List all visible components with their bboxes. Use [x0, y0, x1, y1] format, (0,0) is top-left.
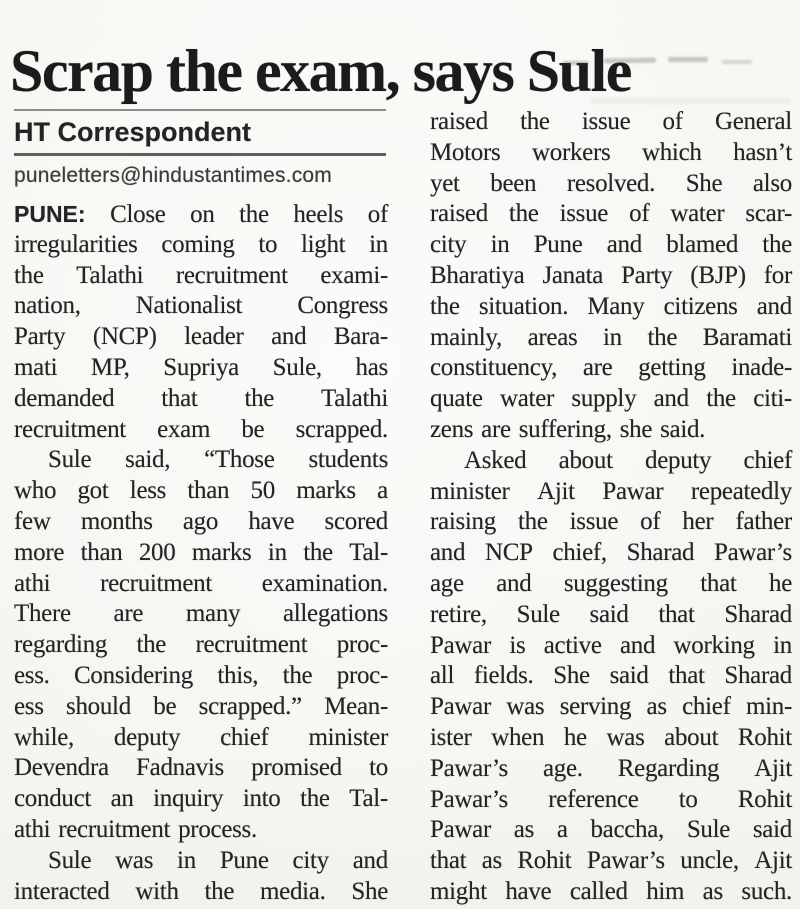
word: quate — [430, 385, 483, 413]
word: of — [640, 508, 661, 536]
word: about — [558, 446, 613, 474]
article-line — [14, 784, 388, 815]
word: than — [80, 538, 123, 566]
article-line — [14, 230, 388, 261]
word: proc- — [336, 631, 388, 659]
word: a — [377, 477, 388, 505]
word: the — [762, 231, 792, 259]
word: Congress — [297, 292, 388, 320]
word: should — [66, 692, 131, 720]
word: Devendra — [14, 754, 109, 782]
word: who — [14, 477, 57, 505]
word: many — [185, 600, 241, 628]
word: said, — [125, 446, 171, 474]
word: She — [553, 662, 590, 690]
word: situation. — [478, 292, 569, 320]
word: recruitment — [195, 631, 308, 659]
word: Ajit — [537, 477, 575, 505]
word: are — [582, 354, 613, 382]
word: Pawar’s — [430, 754, 508, 782]
word: Fadnavis — [136, 754, 224, 782]
word: issue — [569, 508, 619, 536]
article-line — [14, 353, 388, 384]
word: him — [646, 877, 685, 905]
word: months — [80, 507, 153, 535]
word: the — [706, 385, 736, 413]
word: ess. — [14, 661, 50, 689]
headline: Scrap the exam, says Sule — [10, 38, 631, 105]
word: chief — [743, 446, 792, 474]
word: has — [355, 353, 388, 381]
word: Ajit — [754, 847, 792, 875]
word: that — [668, 662, 705, 690]
word: Sharad — [724, 662, 792, 690]
word: repeatedly — [690, 477, 792, 505]
word: scored — [324, 507, 388, 535]
article-line — [14, 723, 388, 754]
word: and — [496, 569, 532, 597]
print-smudge — [604, 58, 656, 64]
article-line — [430, 446, 792, 477]
word: NCP — [484, 539, 533, 567]
word: supply — [571, 385, 637, 413]
word: that — [430, 847, 467, 875]
article-line — [430, 384, 792, 415]
word: interacted — [14, 877, 110, 905]
word: age. — [543, 754, 583, 782]
word: irregularities — [14, 230, 138, 258]
article-line — [430, 815, 792, 846]
word: Nationalist — [135, 292, 243, 320]
word: Regarding — [617, 754, 720, 782]
word: be — [241, 415, 265, 443]
word: heels — [293, 201, 344, 228]
word: issue — [559, 200, 609, 228]
word: might — [430, 877, 487, 905]
word: chief — [682, 693, 731, 721]
word: Motors — [430, 138, 501, 166]
article-line — [14, 753, 388, 784]
word: a — [556, 816, 568, 844]
article-line — [430, 507, 792, 538]
article-line — [430, 261, 792, 292]
word: called — [569, 877, 628, 905]
word: proc- — [336, 661, 388, 689]
article-line — [14, 445, 388, 476]
word: he — [563, 723, 587, 751]
word: Pawar — [430, 816, 491, 844]
word: that — [700, 569, 737, 597]
article-line: zens are suffering, she said. — [430, 415, 706, 443]
word: city — [430, 231, 467, 259]
word: the — [647, 323, 678, 351]
word: Pune — [219, 846, 269, 874]
word: minister — [430, 477, 510, 505]
word: Sule — [516, 600, 560, 628]
word: and — [271, 323, 307, 351]
word: Pawar’s — [713, 539, 792, 567]
word: demanded — [14, 384, 115, 412]
word: scrapped.” — [198, 692, 302, 720]
word: and — [756, 292, 792, 320]
word: was — [506, 693, 545, 721]
word: is — [509, 631, 526, 659]
word: Many — [587, 292, 645, 320]
word: to — [258, 230, 278, 258]
word: Talathi — [321, 384, 388, 412]
article-line — [430, 754, 792, 785]
article-line — [14, 538, 388, 569]
word: the — [517, 508, 548, 536]
word: and — [606, 231, 642, 259]
word: Close — [110, 201, 166, 228]
word: blamed — [666, 231, 739, 259]
word: constituency, — [430, 354, 558, 382]
word: She — [351, 877, 388, 905]
article-column-left — [14, 199, 388, 907]
word: in — [177, 846, 196, 874]
word: coming — [161, 230, 235, 258]
word: exami- — [320, 261, 388, 289]
print-smudge — [563, 61, 589, 65]
word: have — [505, 877, 552, 905]
word: such. — [741, 877, 792, 905]
word: 200 — [138, 538, 176, 566]
word: to — [678, 785, 698, 813]
article-line — [430, 785, 792, 816]
word: recruitment — [175, 261, 288, 289]
print-smudge — [668, 57, 708, 62]
word: Rohit — [737, 785, 792, 813]
word: getting — [638, 354, 706, 382]
word: to — [369, 754, 388, 782]
word: uncle, — [680, 847, 739, 875]
word: less — [129, 477, 167, 505]
word: raising — [430, 508, 496, 536]
word: Pune — [533, 231, 583, 259]
word: and — [352, 846, 388, 874]
word: few — [14, 507, 51, 535]
word: students — [308, 446, 388, 474]
word: resolved. — [566, 169, 656, 197]
word: the — [244, 384, 275, 412]
article-line — [430, 569, 792, 600]
word: age — [430, 569, 464, 597]
word: and — [619, 631, 656, 659]
word: exam — [157, 415, 211, 443]
word: working — [673, 631, 755, 659]
word: nation, — [14, 292, 81, 320]
word: as — [646, 693, 667, 721]
word: suggesting — [563, 569, 668, 597]
word: and — [653, 385, 689, 413]
word: and — [430, 539, 466, 567]
word: leader — [184, 323, 244, 351]
word: Pawar’s — [430, 785, 508, 813]
word: Considering — [74, 661, 193, 689]
word: the — [239, 201, 269, 228]
word: She — [685, 169, 723, 197]
word: Pawar — [430, 693, 491, 721]
word: that — [161, 384, 198, 412]
word: Asked — [464, 446, 527, 474]
article-line — [430, 230, 792, 261]
article-line — [430, 353, 792, 384]
word: when — [491, 723, 545, 751]
word: examination. — [261, 569, 388, 597]
word: the — [520, 108, 550, 135]
word: was — [606, 723, 645, 751]
word: min- — [745, 693, 792, 721]
article-line — [14, 877, 388, 908]
word: Janata — [542, 261, 604, 289]
word: that — [658, 600, 695, 628]
word: Party — [14, 323, 66, 351]
word: more — [14, 538, 65, 566]
word: Rohit — [517, 847, 572, 875]
word: Tal- — [349, 538, 388, 566]
word: recruitment — [100, 569, 212, 597]
word: scrapped. — [295, 415, 388, 443]
word: Talathi — [76, 261, 144, 289]
word: with — [135, 877, 179, 905]
word: Bharatiya — [430, 261, 525, 289]
word: areas — [527, 323, 578, 351]
word: marks — [296, 477, 356, 505]
article-line — [14, 476, 388, 507]
article-line — [430, 538, 792, 569]
word: was — [115, 846, 154, 874]
article-line — [430, 661, 792, 692]
word: media. — [260, 877, 326, 905]
word: recruitment — [14, 415, 126, 443]
word: also — [752, 169, 792, 197]
word: got — [77, 477, 109, 505]
word: (NCP) — [92, 323, 157, 351]
word: Bara- — [333, 323, 388, 351]
word: of — [629, 200, 650, 228]
word: for — [763, 261, 792, 289]
word: as — [481, 847, 502, 875]
word: the — [508, 200, 539, 228]
word: an — [110, 785, 134, 813]
word: Sule — [48, 846, 92, 874]
word: in — [773, 631, 792, 659]
word: have — [248, 507, 295, 535]
word: the — [204, 877, 235, 905]
word: light — [300, 230, 346, 258]
word: ago — [182, 507, 219, 535]
article-line — [430, 692, 792, 723]
article-line — [14, 569, 388, 600]
word: issue — [581, 108, 631, 135]
word: active — [543, 631, 602, 659]
article-line — [430, 292, 792, 323]
word: workers — [531, 138, 611, 166]
word: the — [14, 261, 44, 289]
word: inquiry — [153, 785, 224, 813]
article-line — [14, 630, 388, 661]
word: which — [641, 138, 702, 166]
word: chief, — [552, 539, 607, 567]
word: serving — [559, 693, 632, 721]
print-smudge — [722, 60, 752, 64]
word: the — [282, 661, 313, 689]
word: as — [702, 877, 723, 905]
word: mati — [14, 353, 58, 381]
article-line — [14, 291, 388, 322]
article-line — [430, 846, 792, 877]
word: Sule — [48, 446, 92, 474]
word: her — [682, 508, 714, 536]
word: MP, — [90, 353, 130, 381]
article-column-right — [430, 107, 792, 908]
word: in — [603, 323, 622, 351]
word: inade- — [731, 354, 792, 382]
word: chief — [220, 723, 269, 751]
article-line: athi recruitment process. — [14, 815, 257, 843]
word: be — [153, 692, 177, 720]
word: while, — [14, 723, 74, 751]
word: General — [714, 108, 792, 135]
word: Sharad — [626, 539, 695, 567]
article-line — [14, 199, 388, 230]
word: about — [664, 723, 719, 751]
word: There — [14, 600, 71, 628]
print-smudge — [590, 98, 790, 104]
article-line — [430, 723, 792, 754]
article-line — [430, 323, 792, 354]
word: 50 — [250, 477, 275, 505]
word: Party — [621, 261, 673, 289]
word: said — [589, 600, 629, 628]
word: conduct — [14, 785, 92, 813]
word: in — [267, 538, 287, 566]
word: of — [662, 108, 683, 135]
word: the — [136, 631, 167, 659]
word: PUNE: — [14, 201, 86, 227]
word: Pawar — [602, 477, 664, 505]
word: mainly, — [430, 323, 502, 351]
article-line — [14, 599, 388, 630]
word: yet — [430, 169, 460, 197]
word: are — [113, 600, 144, 628]
article-line — [430, 631, 792, 662]
article-line — [430, 600, 792, 631]
article-line — [14, 846, 388, 877]
word: raised — [430, 200, 488, 228]
word: father — [735, 508, 792, 536]
word: allegations — [282, 600, 388, 628]
word: the — [430, 292, 460, 320]
word: (BJP) — [690, 261, 746, 289]
word: Sharad — [724, 600, 792, 628]
word: of — [367, 201, 388, 228]
word: citizens — [663, 292, 738, 320]
author-email: puneletters@hindustantimes.com — [14, 164, 332, 187]
word: said — [752, 816, 792, 844]
word: baccha, — [590, 816, 664, 844]
byline-block — [14, 109, 386, 196]
word: as — [513, 816, 535, 844]
word: Baramati — [702, 323, 792, 351]
word: said — [609, 662, 649, 690]
article-line — [430, 107, 792, 138]
word: in — [490, 231, 510, 259]
word: Supriya — [163, 353, 239, 381]
word: regarding — [14, 631, 108, 659]
word: city — [292, 846, 329, 874]
article-line — [14, 692, 388, 723]
word: reference — [548, 785, 639, 813]
article-line — [430, 877, 792, 908]
word: Mean- — [324, 692, 388, 720]
article-line — [14, 661, 388, 692]
word: on — [190, 201, 215, 228]
word: athi — [14, 569, 51, 597]
word: marks — [191, 538, 252, 566]
article-line — [14, 384, 388, 415]
word: “Those — [204, 446, 275, 474]
word: hasn’t — [733, 138, 792, 166]
word: ess — [14, 692, 44, 720]
article-line — [14, 507, 388, 538]
word: citi- — [753, 385, 792, 413]
word: Pawar — [430, 631, 491, 659]
word: the — [303, 538, 333, 566]
byline: HT Correspondent — [14, 117, 252, 147]
word: Pawar’s — [586, 847, 665, 875]
word: promised — [251, 754, 342, 782]
word: Tal- — [349, 785, 388, 813]
word: deputy — [113, 723, 181, 751]
article-line — [430, 477, 792, 508]
word: been — [490, 169, 537, 197]
word: the — [300, 785, 330, 813]
article-line — [14, 322, 388, 353]
word: than — [187, 477, 230, 505]
article-line — [430, 138, 792, 169]
word: this, — [217, 661, 259, 689]
word: deputy — [645, 446, 712, 474]
word: into — [242, 785, 281, 813]
article-line — [430, 199, 792, 230]
word: water — [500, 385, 555, 413]
article-line — [14, 261, 388, 292]
word: all — [430, 662, 455, 690]
word: Sule — [686, 816, 731, 844]
word: retire, — [430, 600, 487, 628]
word: Sule, — [272, 353, 322, 381]
word: he — [769, 569, 792, 597]
word: fields. — [473, 662, 534, 690]
word: Ajit — [754, 754, 792, 782]
word: Rohit — [737, 723, 792, 751]
article-line — [430, 169, 792, 200]
word: in — [369, 230, 388, 258]
word: ister — [430, 723, 472, 751]
word: raised — [430, 108, 488, 135]
article-line — [14, 415, 388, 446]
word: scar- — [745, 200, 792, 228]
word: minister — [308, 723, 388, 751]
word: water — [670, 200, 725, 228]
